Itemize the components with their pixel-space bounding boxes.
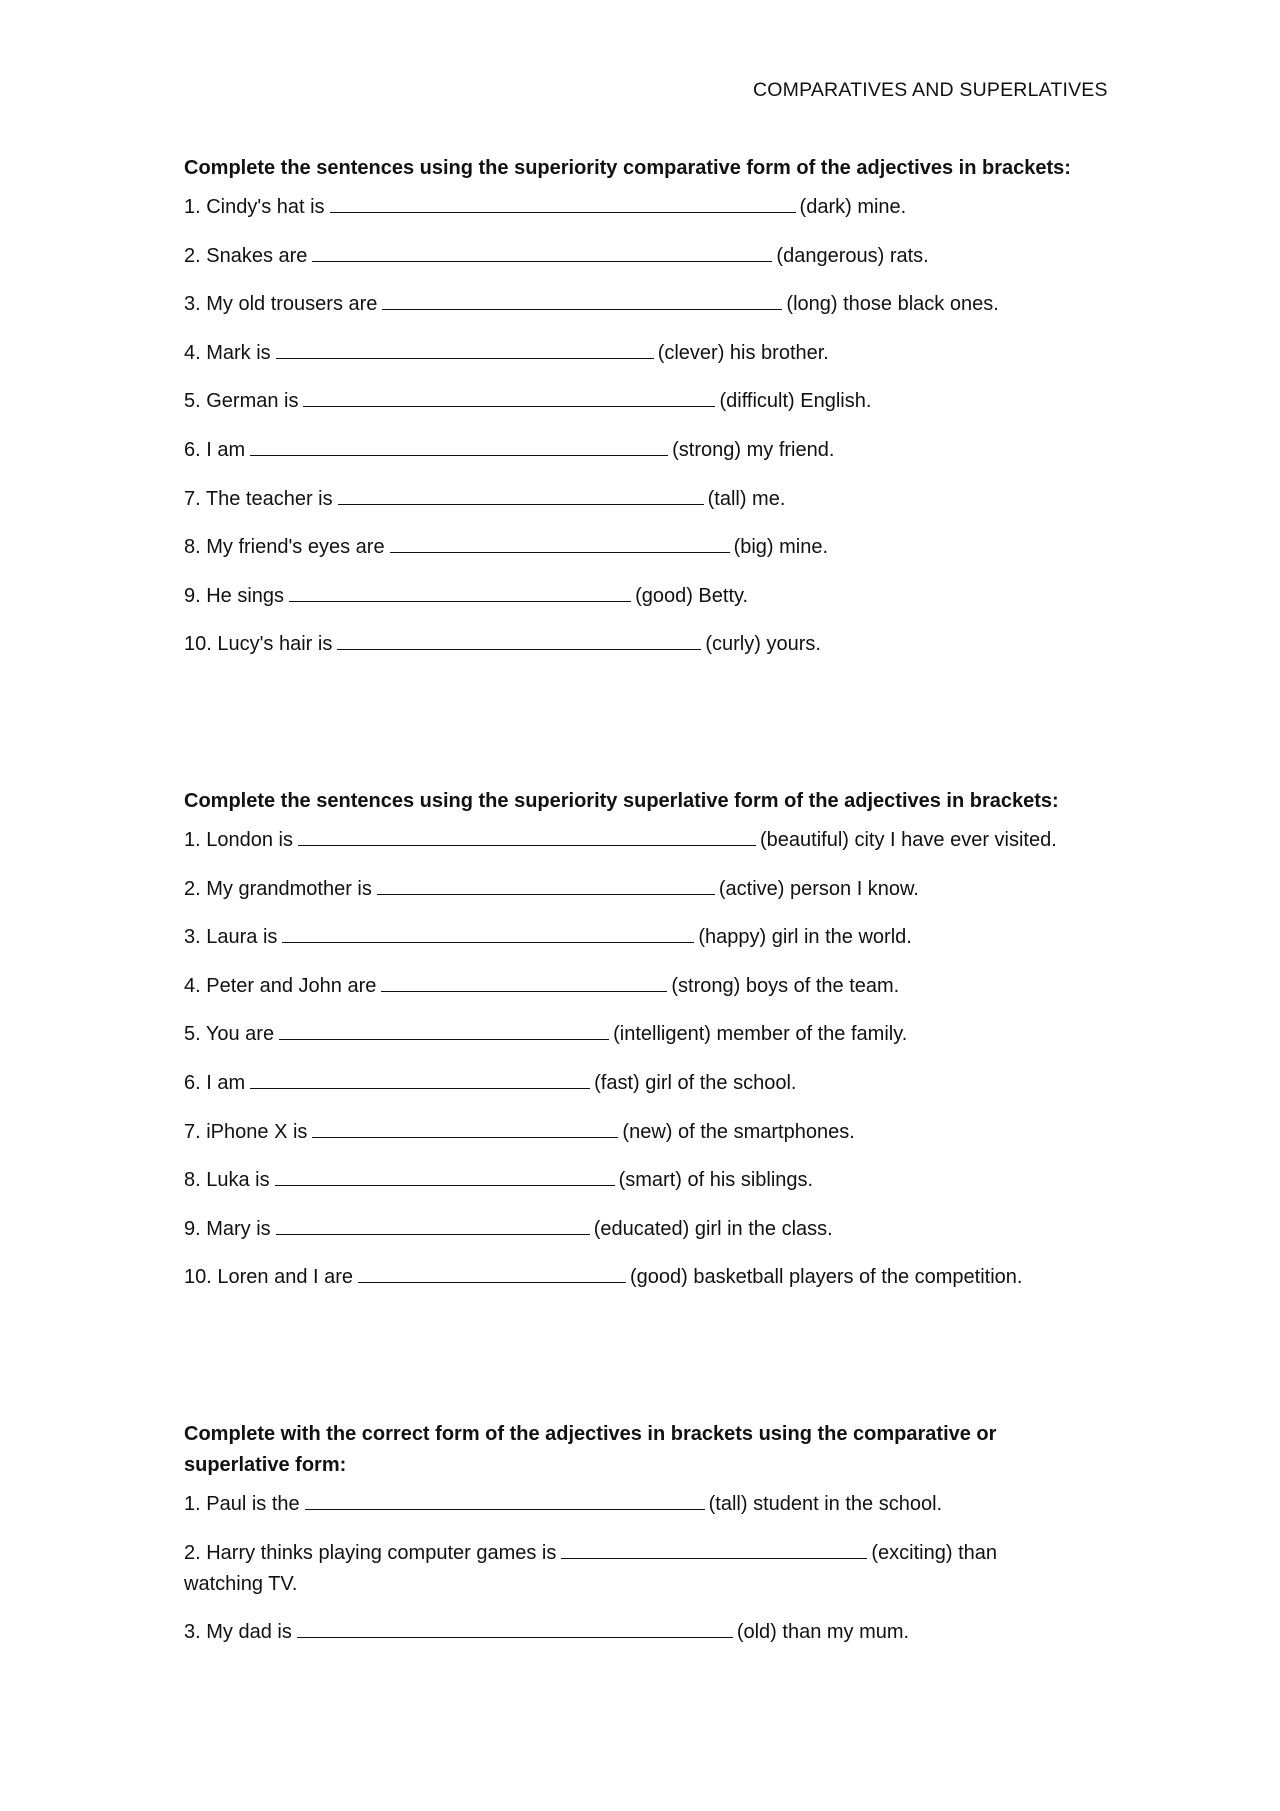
item-hint: (curly) yours. <box>705 633 821 656</box>
exercise-item <box>184 825 1104 856</box>
item-hint: (beautiful) city I have ever visited. <box>759 829 1057 851</box>
answer-blank[interactable] <box>330 194 796 213</box>
exercise-item <box>184 192 1104 223</box>
answer-blank[interactable] <box>297 1619 733 1638</box>
exercise-item <box>184 435 1104 466</box>
item-prompt: 1. Cindy's hat is <box>184 196 325 218</box>
item-prompt: 1. Paul is the <box>184 1493 300 1515</box>
item-prompt: 6. I am <box>184 438 246 461</box>
item-prompt: 8. Luka is <box>184 1169 270 1192</box>
item-hint: (big) mine. <box>733 536 829 559</box>
exercise-section-mixed <box>184 1419 1104 1648</box>
exercise-item <box>184 1068 1104 1099</box>
item-hint: (good) basketball players of the competition. <box>630 1266 1023 1289</box>
item-prompt: 5. You are <box>184 1023 275 1046</box>
answer-blank[interactable] <box>282 924 694 943</box>
page-header-title: COMPARATIVES AND SUPERLATIVES <box>753 79 1108 101</box>
item-prompt: 6. I am <box>184 1071 246 1094</box>
answer-blank[interactable] <box>358 1264 626 1283</box>
item-prompt: 7. iPhone X is <box>184 1120 308 1143</box>
answer-blank[interactable] <box>312 243 772 262</box>
answer-blank[interactable] <box>303 388 715 407</box>
item-hint: (dark) mine. <box>799 196 907 218</box>
answer-blank[interactable] <box>312 1119 618 1138</box>
item-hint: (old) than my mum. <box>736 1621 910 1644</box>
item-prompt: 2. Harry thinks playing computer games is <box>184 1541 557 1564</box>
answer-blank[interactable] <box>298 827 756 846</box>
answer-blank[interactable] <box>276 1216 590 1235</box>
answer-blank[interactable] <box>382 291 782 310</box>
answer-blank[interactable] <box>338 486 704 505</box>
exercise-item <box>184 1214 1104 1245</box>
item-prompt: 3. My old trousers are <box>184 293 378 316</box>
exercise-item <box>184 1617 1104 1648</box>
exercise-item <box>184 289 1104 320</box>
item-prompt: 9. He sings <box>184 584 285 607</box>
answer-blank[interactable] <box>561 1540 867 1559</box>
answer-blank[interactable] <box>381 973 667 992</box>
exercise-item <box>184 1538 1064 1600</box>
exercise-item <box>184 338 1104 369</box>
item-hint: (exciting) than watching TV. <box>184 1541 997 1595</box>
exercise-item <box>184 241 1104 272</box>
exercise-item <box>184 532 1104 563</box>
item-hint: (new) of the smartphones. <box>622 1120 855 1143</box>
answer-blank[interactable] <box>279 1021 609 1040</box>
item-hint: (educated) girl in the class. <box>593 1217 833 1240</box>
item-hint: (tall) me. <box>707 487 786 510</box>
item-prompt: 4. Peter and John are <box>184 974 377 997</box>
answer-blank[interactable] <box>250 1070 590 1089</box>
item-hint: (good) Betty. <box>635 584 749 607</box>
answer-blank[interactable] <box>250 437 668 456</box>
item-hint: (clever) his brother. <box>657 341 829 364</box>
item-hint: (strong) boys of the team. <box>671 974 900 997</box>
answer-blank[interactable] <box>305 1491 705 1510</box>
item-prompt: 4. Mark is <box>184 341 271 364</box>
exercise-item <box>184 629 1104 660</box>
item-prompt: 3. Laura is <box>184 926 278 949</box>
item-hint: (intelligent) member of the family. <box>613 1023 908 1046</box>
section-heading: Complete the sentences using the superiority superlative form of the adjectives in brackets: <box>184 790 1059 812</box>
item-prompt: 2. Snakes are <box>184 244 308 267</box>
item-prompt: 7. The teacher is <box>184 487 333 510</box>
item-hint: (strong) my friend. <box>672 438 835 461</box>
item-hint: (fast) girl of the school. <box>594 1071 797 1094</box>
exercise-item <box>184 1489 1104 1520</box>
item-hint: (happy) girl in the world. <box>698 926 912 949</box>
section-heading: Complete with the correct form of the adjectives in brackets using the comparative or superlative form: <box>184 1423 997 1476</box>
exercise-item <box>184 922 1104 953</box>
exercise-item <box>184 1019 1104 1050</box>
item-prompt: 3. My dad is <box>184 1621 292 1644</box>
exercise-item <box>184 386 1104 417</box>
item-hint: (tall) student in the school. <box>708 1493 943 1515</box>
item-prompt: 8. My friend's eyes are <box>184 536 385 559</box>
item-hint: (difficult) English. <box>719 390 872 413</box>
exercise-item <box>184 971 1104 1002</box>
exercise-item <box>184 1262 1104 1293</box>
exercise-item <box>184 874 1104 905</box>
section-heading: Complete the sentences using the superiority comparative form of the adjectives in brackets: <box>184 157 1071 179</box>
answer-blank[interactable] <box>377 876 715 895</box>
item-hint: (dangerous) rats. <box>776 244 929 267</box>
answer-blank[interactable] <box>275 1167 615 1186</box>
exercise-item <box>184 581 1104 612</box>
exercise-section-comparative <box>184 153 1104 660</box>
item-prompt: 2. My grandmother is <box>184 877 372 900</box>
item-hint: (smart) of his siblings. <box>618 1169 814 1192</box>
item-hint: (active) person I know. <box>718 877 919 900</box>
item-prompt: 10. Loren and I are <box>184 1266 354 1289</box>
item-prompt: 5. German is <box>184 390 299 413</box>
item-prompt: 9. Mary is <box>184 1217 271 1240</box>
answer-blank[interactable] <box>276 340 654 359</box>
exercise-item <box>184 1165 1104 1196</box>
item-prompt: 1. London is <box>184 829 293 851</box>
answer-blank[interactable] <box>337 631 701 650</box>
answer-blank[interactable] <box>390 534 730 553</box>
exercise-item <box>184 1117 1104 1148</box>
item-hint: (long) those black ones. <box>786 293 999 316</box>
exercise-item <box>184 484 1104 515</box>
exercise-section-superlative <box>184 786 1104 1293</box>
answer-blank[interactable] <box>289 583 631 602</box>
item-prompt: 10. Lucy's hair is <box>184 633 333 656</box>
